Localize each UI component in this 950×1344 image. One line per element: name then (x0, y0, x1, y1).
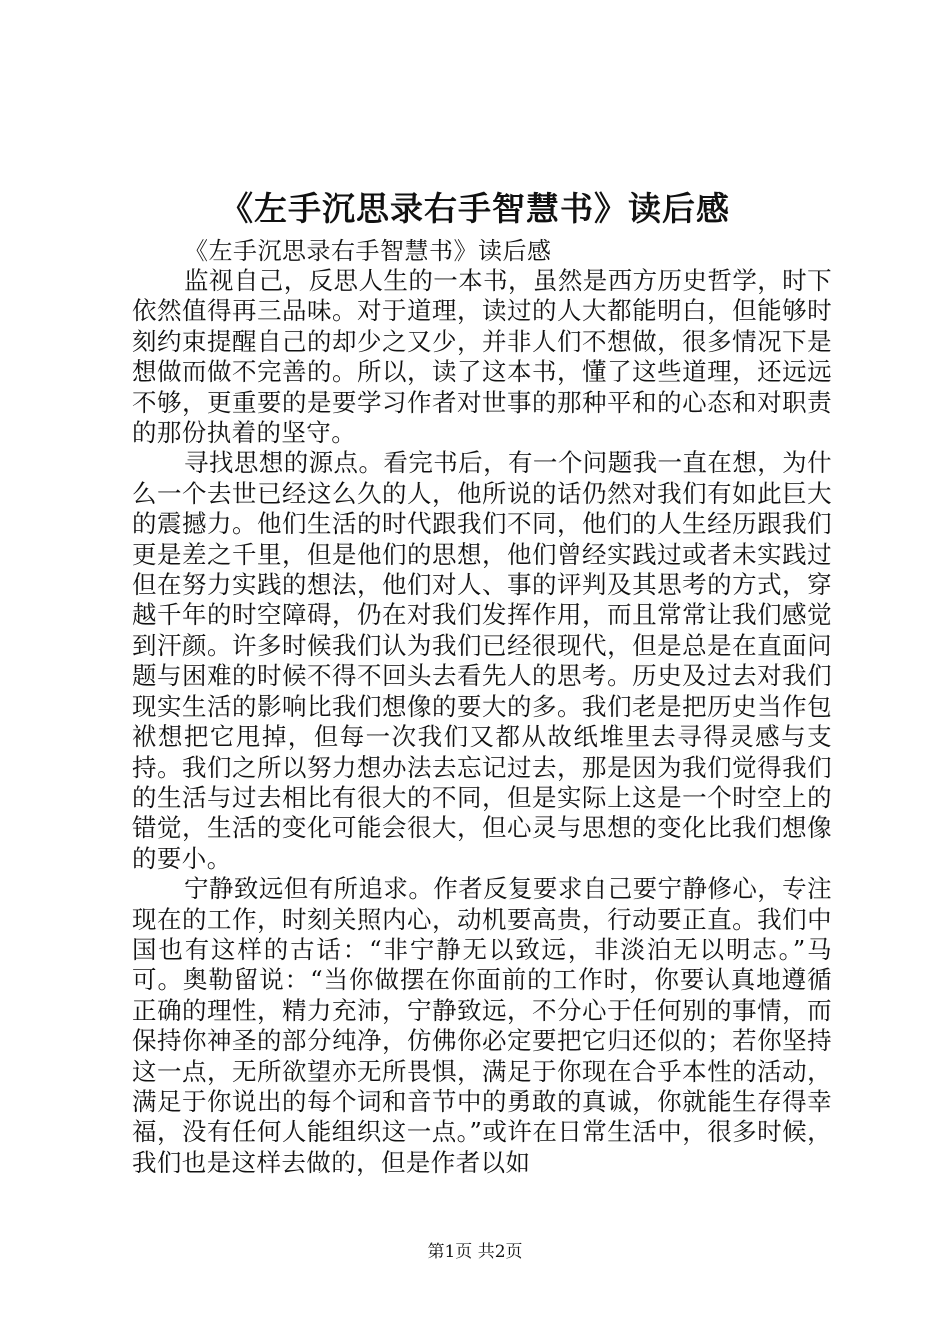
page-footer: 第1页 共2页 (427, 1242, 523, 1262)
paragraph-2: 寻找思想的源点。看完书后，有一个问题我一直在想，为什么一个去世已经这么久的人，他所说的话仍然对我们有如此巨大的震撼力。他们生活的时代跟我们不同，他们的人生经历跟我们更是差之千里，但是他们的思想，他们曾经实践过或者未实践过但在努力实践的想法，他们对人、事的评判及其思考的方式，穿越千年的时空障碍，仍在对我们发挥作用，而且常常让我们感觉到汗颜。许多时候我们认为我们已经很现代，但是总是在直面问题与困难的时候不得不回头去看先人的思考。历史及过去对我们现实生活的影响比我们想像的要大的多。我们老是把历史当作包袱想把它甩掉，但每一次我们又都从故纸堆里去寻得灵感与支持。我们之所以努力想办法去忘记过去，那是因为我们觉得我们的生活与过去相比有很大的不同，但是实际上这是一个时空上的错觉，生活的变化可能会很大，但心灵与思想的变化比我们想像的要小。 (132, 448, 832, 873)
document-subtitle: 《左手沉思录右手智慧书》读后感 (184, 237, 552, 265)
paragraph-1: 监视自己，反思人生的一本书，虽然是西方历史哲学，时下依然值得再三品味。对于道理，读过的人大都能明白，但能够时刻约束提醒自己的却少之又少，并非人们不想做，很多情况下是想做而做不完善的。所以，读了这本书，懂了这些道理，还远远不够，更重要的是要学习作者对世事的那种平和的心态和对职责的那份执着的坚守。 (132, 266, 832, 448)
paragraph-3: 宁静致远但有所追求。作者反复要求自己要宁静修心，专注现在的工作，时刻关照内心，动机要高贵，行动要正直。我们中国也有这样的古话：“非宁静无以致远，非淡泊无以明志。”马可。奥勒留说：“当你做摆在你面前的工作时，你要认真地遵循正确的理性，精力充沛，宁静致远，不分心于任何别的事情，而保持你神圣的部分纯净，仿佛你必定要把它归还似的；若你坚持这一点，无所欲望亦无所畏惧，满足于你现在合乎本性的活动，满足于你说出的每个词和音节中的勇敢的真诚，你就能生存得幸福，没有任何人能组织这一点。”或许在日常生活中，很多时候，我们也是这样去做的，但是作者以如 (132, 874, 832, 1177)
document-body (132, 236, 832, 1178)
document-title: 《左手沉思录右手智慧书》读后感 (220, 189, 730, 228)
